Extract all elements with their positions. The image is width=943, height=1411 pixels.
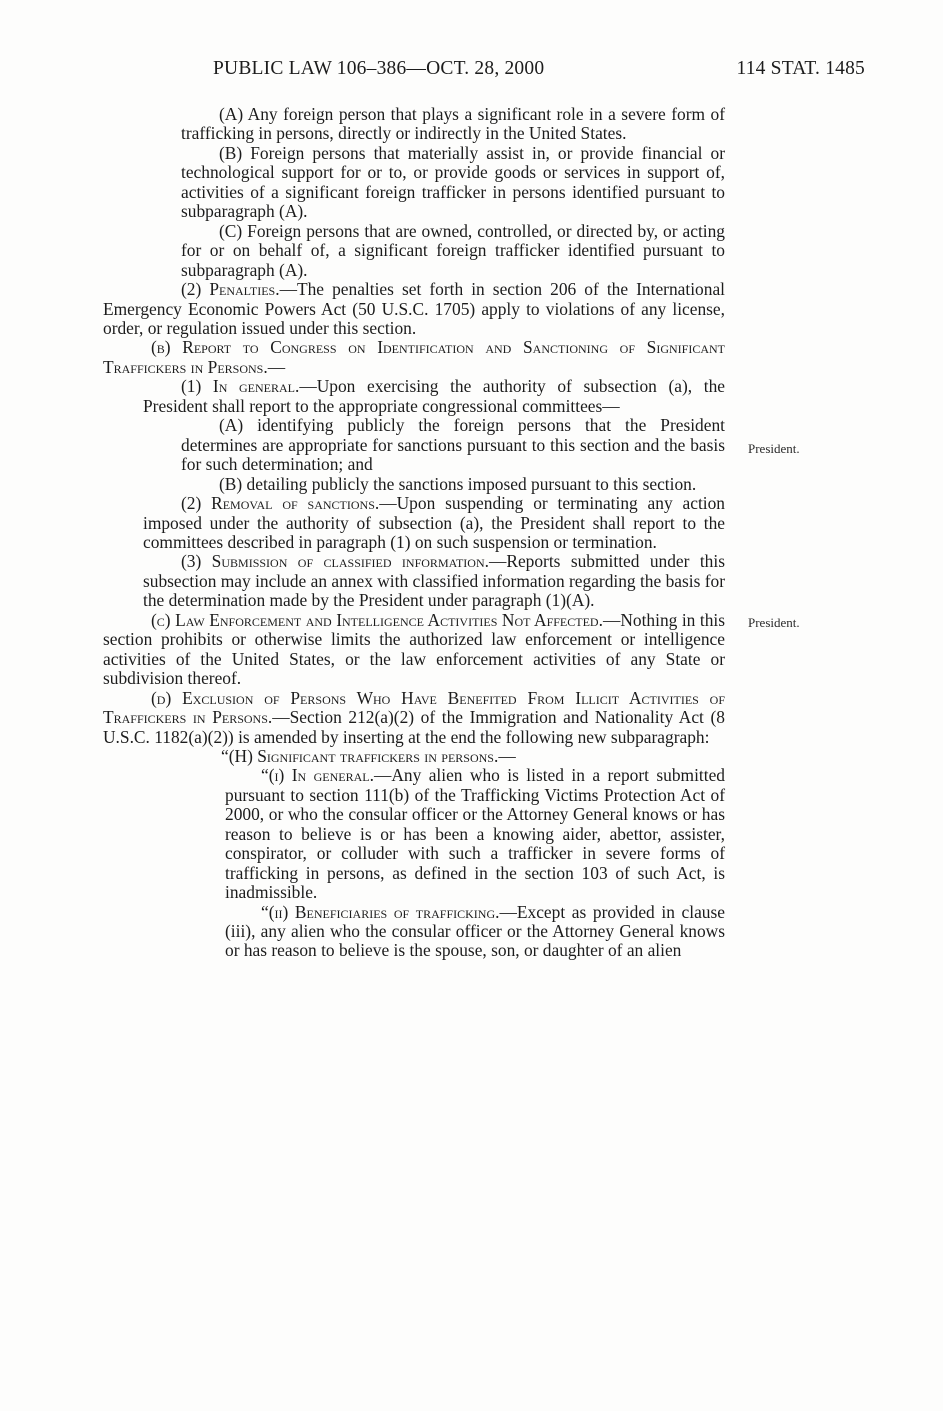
paragraph-a-A: (A) Any foreign person that plays a significant role in a severe form of trafficking in persons, directly or indirectly in the United States. (181, 104, 725, 144)
paragraph-b-2: (2) Removal of sanctions.—Upon suspending or terminating any action imposed under the authority of subsection (a), the President shall report to the committees described in paragraph (1) on such suspension or termination. (143, 493, 726, 552)
margin-note-president-2: President. (748, 615, 800, 630)
paragraph-d-H-i: “(i) In general.—Any alien who is listed in a report submitted pursuant to section 111(b) of the Trafficking Victims Protection Act of 2000, or who the consular officer or the Attorney General knows or has reason to believe is or has been a knowing aider, abettor, assister, conspirator, or colluder with such a trafficker in severe forms of trafficking in persons, as defined in the section 103 of such Act, is inadmissible. (225, 765, 725, 903)
paragraph-a-C: (C) Foreign persons that are owned, controlled, or directed by, or acting for or on behalf of, a significant foreign trafficker identified pursuant to subparagraph (A). (181, 220, 725, 280)
margin-note-president-1: President. (748, 441, 800, 456)
paragraph-b-heading: (b) Report to Congress on Identification and Sanctioning of Significant Traffickers in Persons.— (103, 337, 725, 377)
paragraph-d-H-ii: “(ii) Beneficiaries of trafficking.—Except as provided in clause (iii), any alien who the consular officer or the Attorney General knows or has reason to believe is the spouse, son, or daughter of an alien (225, 901, 725, 961)
document-body (103, 105, 725, 961)
paragraph-b-1: (1) In general.—Upon exercising the authority of subsection (a), the President shall report to the appropriate congressional committees— (143, 376, 726, 416)
running-head-law: PUBLIC LAW 106–386—OCT. 28, 2000 (213, 58, 545, 79)
paragraph-d-H: “(H) Significant traffickers in persons.— (221, 745, 516, 766)
paragraph-b-1-A: (A) identifying publicly the foreign persons that the President determines are appropriate for sanctions pursuant to this section and the basis for such determination; and (181, 415, 725, 475)
paragraph-d: (d) Exclusion of Persons Who Have Benefited From Illicit Activities of Traffickers in Persons.—Section 212(a)(2) of the Immigration and Nationality Act (8 U.S.C. 1182(a)(2)) is amended by inserting at the end the following new subparagraph: (103, 687, 725, 747)
paragraph-a-2-penalties: (2) Penalties.—The penalties set forth in section 206 of the International Emergency Economic Powers Act (50 U.S.C. 1705) apply to violations of any license, order, or regulation issued under this section. (103, 279, 725, 338)
running-head (213, 58, 865, 84)
paragraph-b-1-B: (B) detailing publicly the sanctions imposed pursuant to this section. (219, 473, 697, 494)
paragraph-a-B: (B) Foreign persons that materially assist in, or provide financial or technological support for or to, or provide goods or services in support of, activities of a significant foreign trafficker in persons identified pursuant to subparagraph (A). (181, 142, 725, 222)
paragraph-b-3: (3) Submission of classified information.—Reports submitted under this subsection may include an annex with classified information regarding the basis for the determination made by the President under paragraph (1)(A). (143, 551, 725, 611)
running-head-stat: 114 STAT. 1485 (736, 58, 865, 79)
paragraph-c: (c) Law Enforcement and Intelligence Activities Not Affected.—Nothing in this section prohibits or otherwise limits the authorized law enforcement or intelligence activities of the United States, or the law enforcement activities of any State or subdivision thereof. (103, 609, 725, 689)
